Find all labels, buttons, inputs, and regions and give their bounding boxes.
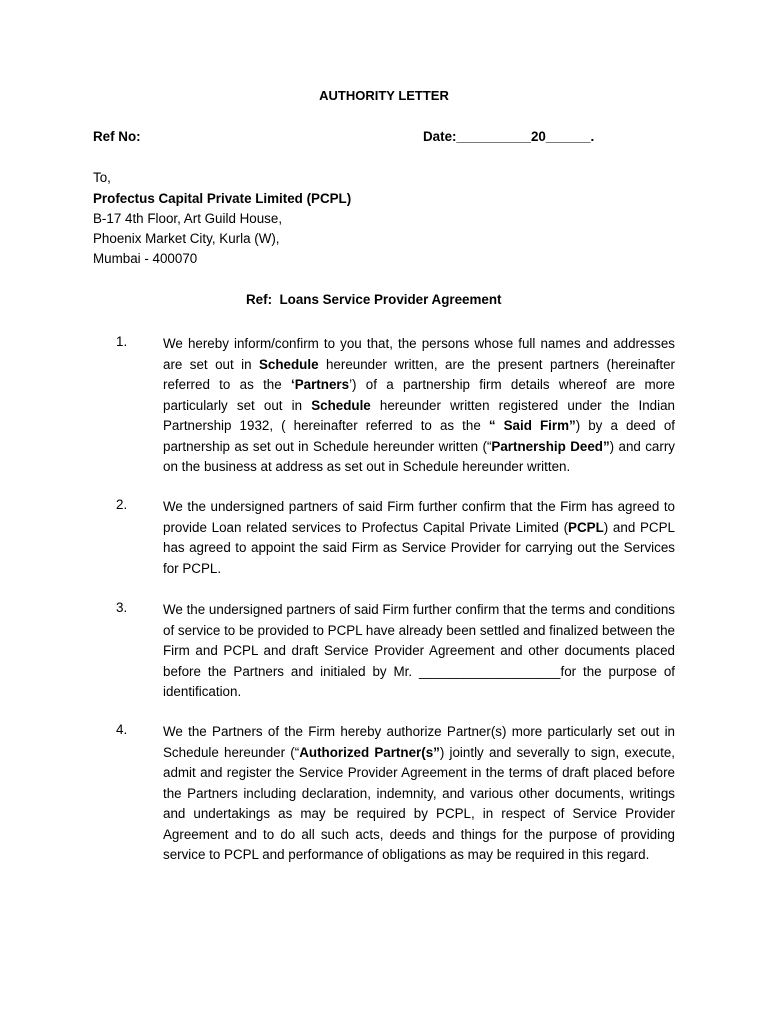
- ref-no-label: Ref No:: [93, 129, 141, 144]
- text-run: We hereby inform/confirm to you that, the persons whose full names and addresses are set out in: [163, 336, 675, 372]
- bold-text-run: Schedule: [311, 397, 371, 413]
- address-to: To,: [93, 170, 111, 185]
- text-run: We the undersigned partners of said Firm further confirm that the terms and conditions of service to be provided to PCPL have already been settled and finalized between the Firm and PCPL and draft Service Provider Agreement and other documents placed before the Partners and initialed by Mr. ___________________for the purpose of identification.: [163, 602, 675, 699]
- address-line-1: B-17 4th Floor, Art Guild House,: [93, 211, 283, 226]
- paragraph-2: [163, 497, 675, 579]
- paragraph-3: [163, 600, 675, 703]
- subject-line: Ref: Loans Service Provider Agreement: [246, 292, 502, 307]
- text-run: We the undersigned partners of said Firm further confirm that the Firm has agreed to provide Loan related services to Profectus Capital Private Limited (: [163, 499, 675, 535]
- date-field: Date:__________20______.: [423, 129, 595, 144]
- text-run: hereunder written, are the present partners (hereinafter referred to as the: [163, 356, 675, 392]
- text-run: hereunder written registered under the Indian Partnership 1932, ( hereinafter referred to as the: [163, 397, 675, 433]
- paragraph-number: 2.: [116, 497, 128, 512]
- text-run: We the Partners of the Firm hereby authorize Partner(s) more particularly set out in Schedule hereunder (“: [163, 724, 675, 760]
- paragraph-4: [163, 722, 675, 866]
- text-run: ) and carry on the business at address as set out in Schedule hereunder written.: [163, 438, 675, 474]
- text-run: ) and PCPL has agreed to appoint the said Firm as Service Provider for carrying out the Services for PCPL.: [163, 519, 675, 576]
- address-line-2: Phoenix Market City, Kurla (W),: [93, 231, 280, 246]
- paragraph-number: 1.: [116, 334, 128, 349]
- bold-text-run: “ Said Firm”: [488, 418, 576, 433]
- bold-text-run: Authorized Partner(s”: [299, 744, 440, 760]
- bold-text-run: Schedule: [258, 356, 319, 372]
- document-title: AUTHORITY LETTER: [319, 88, 449, 103]
- text-run: ’) of a partnership firm details whereof are more particularly set out in: [163, 377, 675, 413]
- address-company: Profectus Capital Private Limited (PCPL): [93, 191, 352, 206]
- bold-text-run: ‘Partners: [291, 377, 350, 392]
- text-run: ) jointly and severally to sign, execute, admit and register the Service Provider Agreement in the terms of draft placed before the Partners including declaration, indemnity, and various other documents, writings and undertakings as may be required by PCPL, in respect of Service Provider Agreement and to do all such acts, deeds and things for the purpose of providing service to PCPL and performance of obligations as may be required in this regard.: [163, 744, 675, 862]
- address-line-3: Mumbai - 400070: [93, 251, 198, 266]
- text-run: ) by a deed of partnership as set out in Schedule hereunder written (“: [163, 418, 675, 454]
- bold-text-run: Partnership Deed”: [491, 438, 610, 454]
- bold-text-run: PCPL: [568, 519, 604, 535]
- paragraph-number: 4.: [116, 722, 128, 737]
- paragraph-1: [163, 334, 675, 478]
- paragraph-number: 3.: [116, 600, 128, 615]
